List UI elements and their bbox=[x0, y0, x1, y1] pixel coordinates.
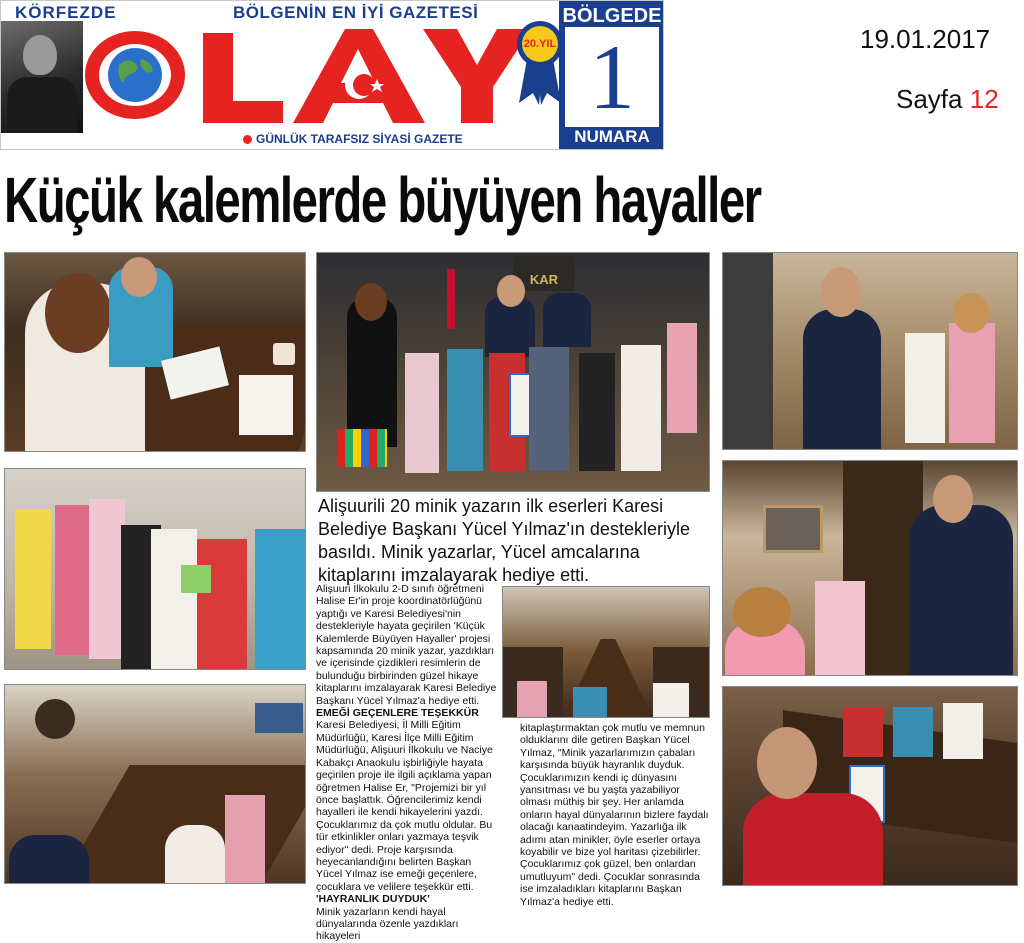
logo-letter-l bbox=[203, 33, 283, 123]
globe-icon bbox=[108, 48, 162, 102]
photo-boy-head bbox=[757, 727, 817, 799]
ataturk-portrait bbox=[1, 21, 83, 133]
photo-girl-pink-dress bbox=[815, 581, 865, 676]
photo-group-with-mayor bbox=[316, 252, 710, 492]
photo-meeting-room bbox=[4, 684, 306, 884]
page-number bbox=[896, 84, 999, 115]
photo-child-blue bbox=[447, 349, 483, 471]
photo-man-suit bbox=[543, 293, 591, 347]
photo-mayor-receiving-book bbox=[722, 460, 1018, 676]
photo-boy-red-sweater bbox=[743, 793, 883, 886]
article-headline: Küçük kalemlerde büyüyen hayaller bbox=[4, 164, 761, 236]
anniversary-rosette-icon bbox=[515, 19, 565, 105]
article-subheading: 'HAYRANLIK DUYDUK' bbox=[316, 893, 430, 906]
newspaper-masthead bbox=[0, 0, 664, 150]
article-paragraph: Karesi Belediyesi, İl Milli Eğitim Müdürlüğü, Karesi İlçe Milli Eğitim Müdürlüğü, Alişuuri İlkokulu ve Naciye Kabakçı Anaokulu işbirliğiyle hayata geçirilen proje ile ilgili açıklama yapan öğretmen Halise Er, "Projemizi bir yıl önce başlattık. Öğrencilerimiz kendi hayalleri ile kendi hikayelerini yazdı. Çocuklarımız da çok mutlu oldular. Bu tür etkinlikler onları yazmaya teşvik ediyor" dedi. Proje karşısında heyecanlandığını belirten Başkan Yücel Yılmaz ise emeği geçenlere, çocuklara ve velilere teşekkür etti. bbox=[316, 719, 493, 893]
photo-child-pink bbox=[55, 505, 91, 655]
photo-child-blue bbox=[893, 707, 933, 757]
photo-framed-picture bbox=[763, 505, 823, 553]
photo-girl-white bbox=[905, 333, 945, 443]
article-subheading: EMEĞİ GEÇENLERE TEŞEKKÜR bbox=[316, 707, 479, 720]
photo-book-cover bbox=[239, 375, 293, 435]
photo-girl-pink-vest bbox=[949, 323, 995, 443]
photo-kids-signing-books bbox=[4, 252, 306, 452]
photo-book bbox=[181, 565, 211, 593]
article-paragraph: Minik yazarların kendi hayal dünyalarında özenle yazdıkları hikayeleri bbox=[316, 905, 459, 943]
photo-mayor-suit bbox=[803, 309, 881, 450]
photo-colorful-bag bbox=[337, 429, 387, 467]
photo-mayor-handshake bbox=[722, 252, 1018, 450]
photo-dark-wall bbox=[723, 253, 773, 450]
badge-top-text: BÖLGEDE bbox=[562, 5, 662, 27]
photo-child-red bbox=[843, 707, 883, 757]
photo-child-white bbox=[943, 703, 983, 759]
photo-long-conference-table bbox=[502, 586, 710, 718]
portrait-face bbox=[23, 35, 57, 75]
photo-child-black bbox=[579, 353, 615, 471]
photo-child-grey bbox=[529, 347, 569, 471]
masthead-slogan: BÖLGENİN EN İYİ GAZETESİ bbox=[233, 3, 479, 22]
photo-wall-emblem-icon bbox=[35, 699, 75, 739]
photo-girl-pink bbox=[405, 353, 439, 473]
anniversary-label: 20.YIL bbox=[523, 38, 557, 50]
page-label: Sayfa bbox=[896, 84, 963, 114]
photo-boy-holding-book bbox=[722, 686, 1018, 886]
olay-logo bbox=[83, 19, 563, 131]
photo-girl-white bbox=[621, 345, 661, 471]
article-column-2: kitaplaştırmaktan çok mutlu ve memnun olduklarını dile getiren Başkan Yücel Yılmaz, "Minik yazarlarımızın çabaları karşısında büyük hayranlık duyduk. Çocuklarımızın kendi iç dünyasını yansıtması ve bu yaşta yazabiliyor olması müthiş bir şey. Her anlamda onların hayal dünyalarının bizlere faydalı olacağı kanaatindeyim. Yazarlığa ilk adımı atan minikler, öyle eserler ortaya koyabilir ve bize yol haritası çizebilirler. Çocuklarımız çok güzel, ben onlardan umutluyum" dedi. Çocuklar sonrasında ise imzaladıkları kitaplarını Başkan Yılmaz'a hediye etti. bbox=[520, 722, 709, 908]
photo-boy-blue-hoodie bbox=[255, 529, 305, 670]
photo-girl-white-sweater bbox=[151, 529, 197, 670]
photo-mayor-head bbox=[933, 475, 973, 523]
photo-woman-head bbox=[355, 283, 387, 321]
article-column-1 bbox=[316, 583, 498, 943]
photo-mayor-head bbox=[497, 275, 525, 307]
photo-child-white bbox=[653, 683, 689, 718]
article-lead: Alişuurili 20 minik yazarın ilk eserleri Karesi Belediye Başkanı Yücel Yılmaz'ın destekleriyle basıldı. Minik yazarlar, Yücel amcalarına kitaplarını imzalayarak hediye etti. bbox=[318, 496, 690, 585]
portrait-suit bbox=[7, 77, 77, 133]
photo-child-blue bbox=[573, 687, 607, 718]
page-number-value: 12 bbox=[969, 84, 999, 114]
photo-child-pink bbox=[517, 681, 547, 718]
masthead-subtitle-text: GÜNLÜK TARAFSIZ SİYASİ GAZETE bbox=[256, 132, 463, 146]
photo-girl-red-sweater bbox=[197, 539, 247, 670]
issue-date: 19.01.2017 bbox=[860, 24, 991, 54]
photo-cup bbox=[273, 343, 295, 365]
photo-children-group bbox=[4, 468, 306, 670]
photo-tv-screen bbox=[255, 703, 303, 733]
masthead-region: KÖRFEZDE bbox=[15, 3, 117, 22]
badge-number: 1 bbox=[589, 26, 635, 128]
photo-boy-head bbox=[121, 257, 157, 297]
badge-bottom-text: NUMARA bbox=[574, 127, 650, 146]
photo-mayor-suit bbox=[909, 505, 1013, 676]
photo-girl-pink bbox=[225, 795, 265, 884]
photo-girl-pink-top bbox=[667, 323, 697, 433]
photo-girl-curly-hair bbox=[953, 293, 989, 333]
photo-wall-sign: KAR bbox=[513, 255, 575, 291]
bullet-dot-icon bbox=[243, 135, 252, 144]
article-paragraph: Alişuuri İlkokulu 2-D sınıfı öğretmeni Halise Er'in proje koordinatörlüğünü yaptığı ve Karesi Belediyesi'nin destekleriyle hayata geçirilen 'Küçük Kalemlerde Büyüyen Hayaller' projesi kapsamında 20 minik yazar, yazdıkları ve içerisinde çizdikleri resimlerin de bulunduğu birbirinden güzel hikaye kitaplarını imzalayarak Karesi Belediye Başkanı Yücel Yılmaz'a hediye etti. bbox=[316, 583, 497, 707]
photo-girl-white bbox=[165, 825, 225, 884]
region-number-badge bbox=[559, 1, 664, 150]
photo-girl-hair bbox=[45, 273, 111, 353]
photo-child-yellow bbox=[15, 509, 51, 649]
photo-mayor-head bbox=[821, 267, 861, 317]
photo-child-light-pink bbox=[89, 499, 125, 659]
masthead-subtitle bbox=[243, 132, 463, 146]
photo-flag bbox=[447, 269, 455, 329]
photo-girl-curly-hair bbox=[733, 587, 791, 637]
photo-man-foreground bbox=[9, 835, 89, 884]
